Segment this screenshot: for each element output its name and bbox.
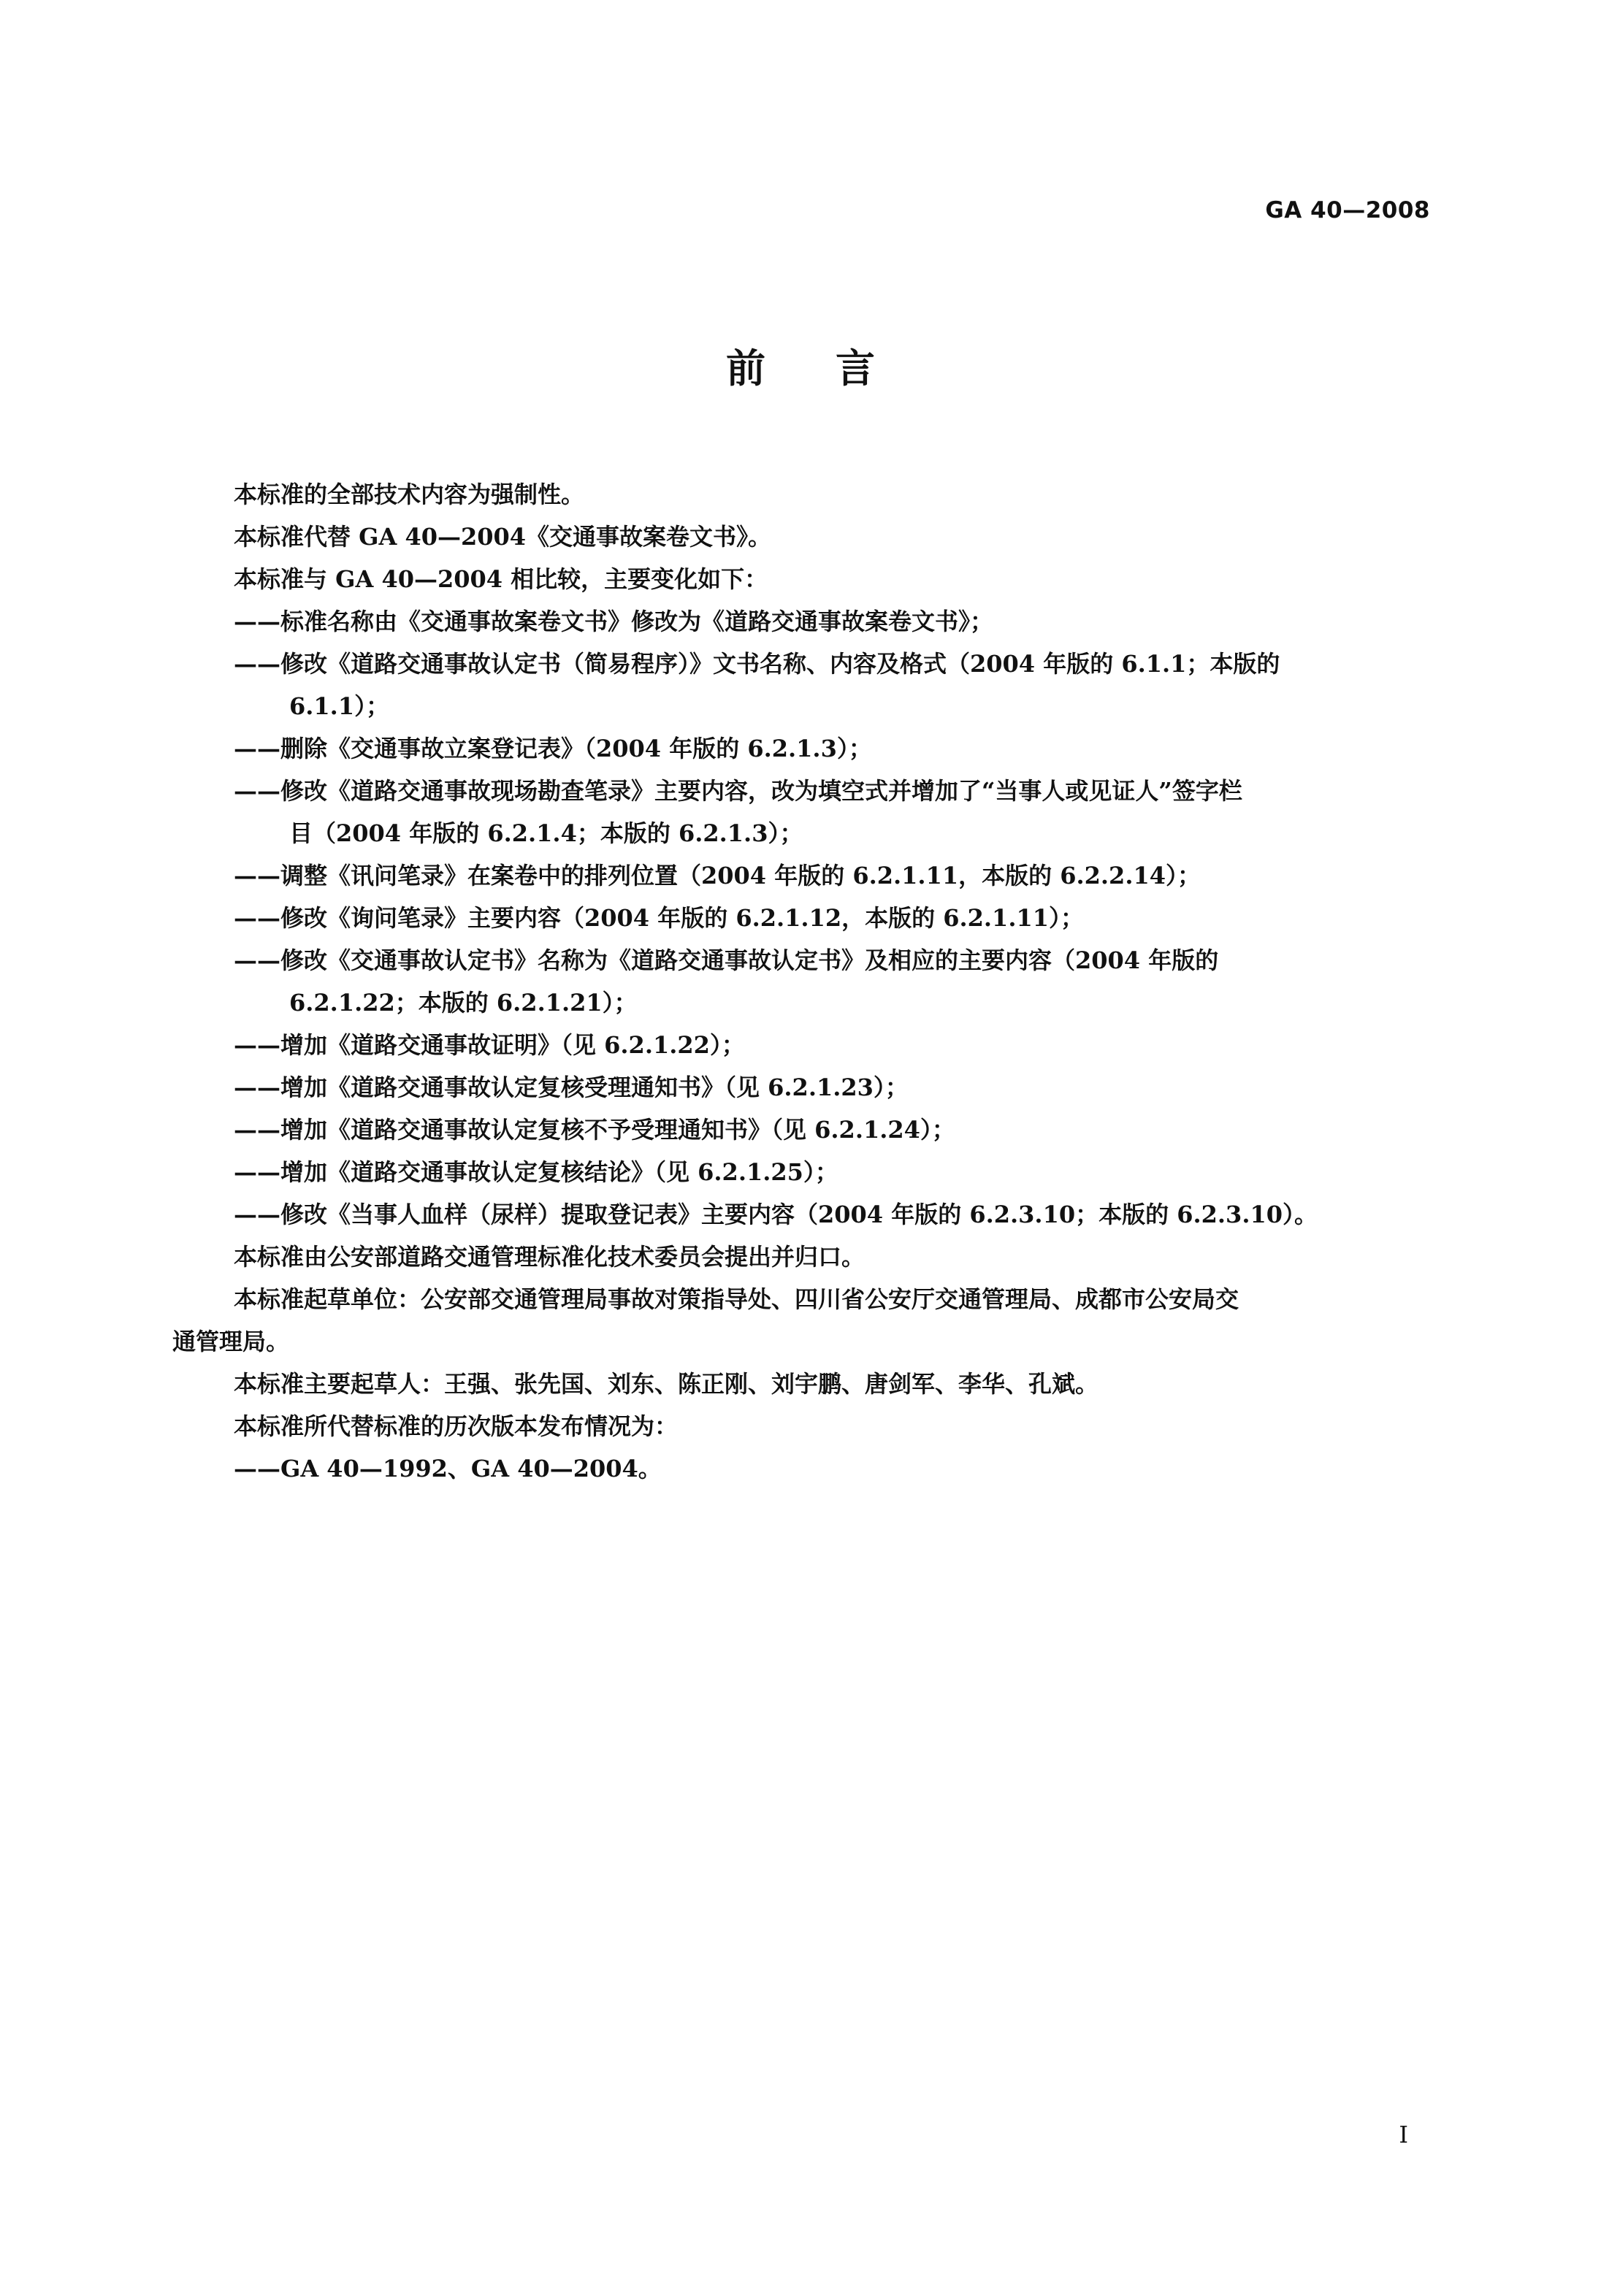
paragraph: 本标准主要起草人：王强、张先国、刘东、陈正刚、刘宇鹏、唐剑军、李华、孔斌。 (234, 1370, 1099, 1398)
paragraph: 本标准代替 GA 40—2004《交通事故案卷文书》。 (234, 523, 772, 551)
list-item-continuation: 6.2.1.22；本版的 6.2.1.21）； (289, 989, 638, 1017)
list-item: ——删除《交通事故立案登记表》（2004 年版的 6.2.1.3）； (234, 735, 872, 762)
standard-code: GA 40—2008 (1265, 197, 1430, 223)
paragraph: 本标准起草单位：公安部交通管理局事故对策指导处、四川省公安厅交通管理局、成都市公安局交 (234, 1285, 1239, 1313)
list-item: ——增加《道路交通事故证明》（见 6.2.1.22）； (234, 1031, 745, 1059)
paragraph: 本标准与 GA 40—2004 相比较，主要变化如下： (234, 565, 768, 593)
paragraph: 本标准的全部技术内容为强制性。 (234, 481, 585, 508)
list-item: ——修改《当事人血样（尿样）提取登记表》主要内容（2004 年版的 6.2.3.10；本版的 6.2.3.10）。 (234, 1201, 1318, 1228)
list-item-continuation: 6.1.1）； (289, 692, 390, 720)
list-item: ——GA 40—1992、GA 40—2004。 (234, 1455, 662, 1482)
list-item-continuation: 目（2004 年版的 6.2.1.4；本版的 6.2.1.3）； (289, 819, 803, 847)
paragraph: 本标准所代替标准的历次版本发布情况为： (234, 1412, 679, 1440)
foreword-body (172, 473, 1432, 1490)
list-item: ——修改《交通事故认定书》名称为《道路交通事故认定书》及相应的主要内容（2004 年版的 (234, 946, 1219, 974)
list-item: ——增加《道路交通事故认定复核不予受理通知书》（见 6.2.1.24）； (234, 1116, 955, 1144)
page-number: I (1399, 2121, 1408, 2148)
paragraph-continuation: 通管理局。 (172, 1328, 290, 1355)
list-item: ——修改《道路交通事故现场勘查笔录》主要内容，改为填空式并增加了“当事人或见证人”签字栏 (234, 777, 1242, 805)
list-item: ——修改《道路交通事故认定书（简易程序）》文书名称、内容及格式（2004 年版的 6.1.1；本版的 (234, 650, 1280, 678)
list-item: ——修改《询问笔录》主要内容（2004 年版的 6.2.1.12，本版的 6.2.1.11）； (234, 904, 1084, 932)
list-item: ——增加《道路交通事故认定复核受理通知书》（见 6.2.1.23）； (234, 1074, 909, 1101)
page-title: 前言 (726, 345, 945, 391)
list-item: ——增加《道路交通事故认定复核结论》（见 6.2.1.25）； (234, 1158, 838, 1186)
list-item: ——标准名称由《交通事故案卷文书》修改为《道路交通事故案卷文书》； (234, 608, 994, 635)
paragraph: 本标准由公安部道路交通管理标准化技术委员会提出并归口。 (234, 1243, 866, 1271)
list-item: ——调整《讯问笔录》在案卷中的排列位置（2004 年版的 6.2.1.11，本版的 6.2.2.14）； (234, 862, 1201, 889)
